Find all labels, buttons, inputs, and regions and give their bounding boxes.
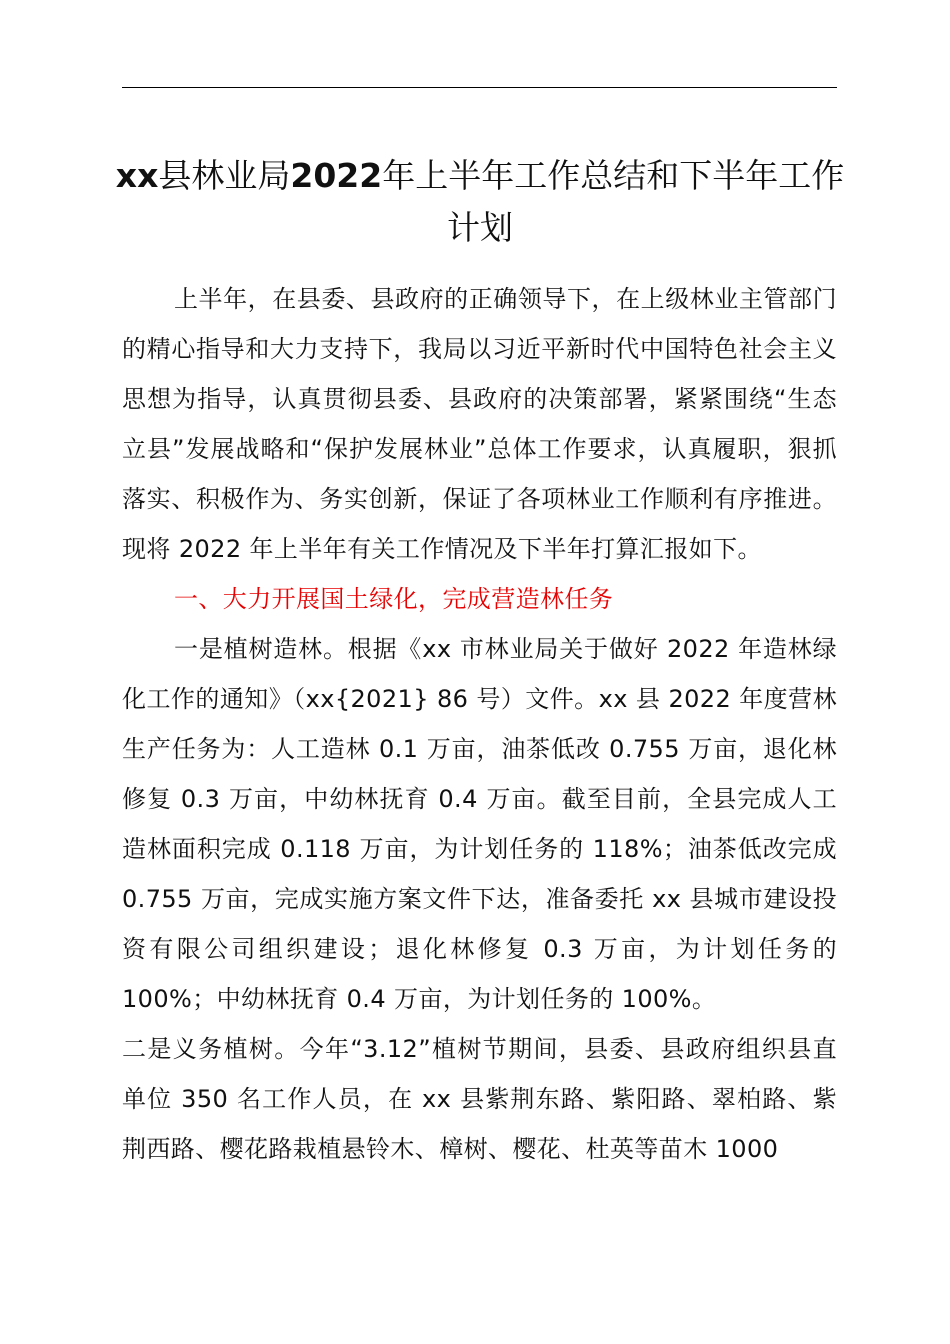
document-body [122, 274, 837, 1174]
intro-paragraph: 上半年，在县委、县政府的正确领导下，在上级林业主管部门的精心指导和大力支持下，我局以习近平新时代中国特色社会主义思想为指导，认真贯彻县委、县政府的决策部署，紧紧围绕“生态立县”发展战略和“保护发展林业”总体工作要求，认真履职，狠抓落实、积极作为、务实创新，保证了各项林业工作顺利有序推进。现将 2022 年上半年有关工作情况及下半年打算汇报如下。 [122, 285, 837, 563]
document-title [110, 150, 850, 254]
title-part-rest: 年上半年工作总结和下半年工作计划 [382, 156, 845, 247]
header-rule [122, 87, 837, 88]
title-part-county-bureau: 县林业局 [158, 156, 291, 195]
title-part-xx: xx [115, 156, 159, 195]
section1-paragraph-2: 二是义务植树。今年“3.12”植树节期间，县委、县政府组织县直单位 350 名工作人员，在 xx 县紫荆东路、紫阳路、翠柏路、紫荆西路、樱花路栽植悬铃木、樟树、樱花、杜英等苗木 1000 [122, 1035, 837, 1163]
section1-paragraph-1: 一是植树造林。根据《xx 市林业局关于做好 2022 年造林绿化工作的通知》（xx{2021} 86 号）文件。xx 县 2022 年度营林生产任务为：人工造林 0.1 万亩，油茶低改 0.755 万亩，退化林修复 0.3 万亩，中幼林抚育 0.4 万亩。截至目前，全县完成人工造林面积完成 0.118 万亩，为计划任务的 118%；油茶低改完成 0.755 万亩，完成实施方案文件下达，准备委托 xx 县城市建设投资有限公司组织建设；退化林修复 0.3 万亩，为计划任务的 100%；中幼林抚育 0.4 万亩，为计划任务的 100%。 [122, 635, 837, 1013]
section-heading-1: 一、大力开展国土绿化，完成营造林任务 [174, 585, 614, 613]
title-part-year: 2022 [290, 156, 383, 195]
